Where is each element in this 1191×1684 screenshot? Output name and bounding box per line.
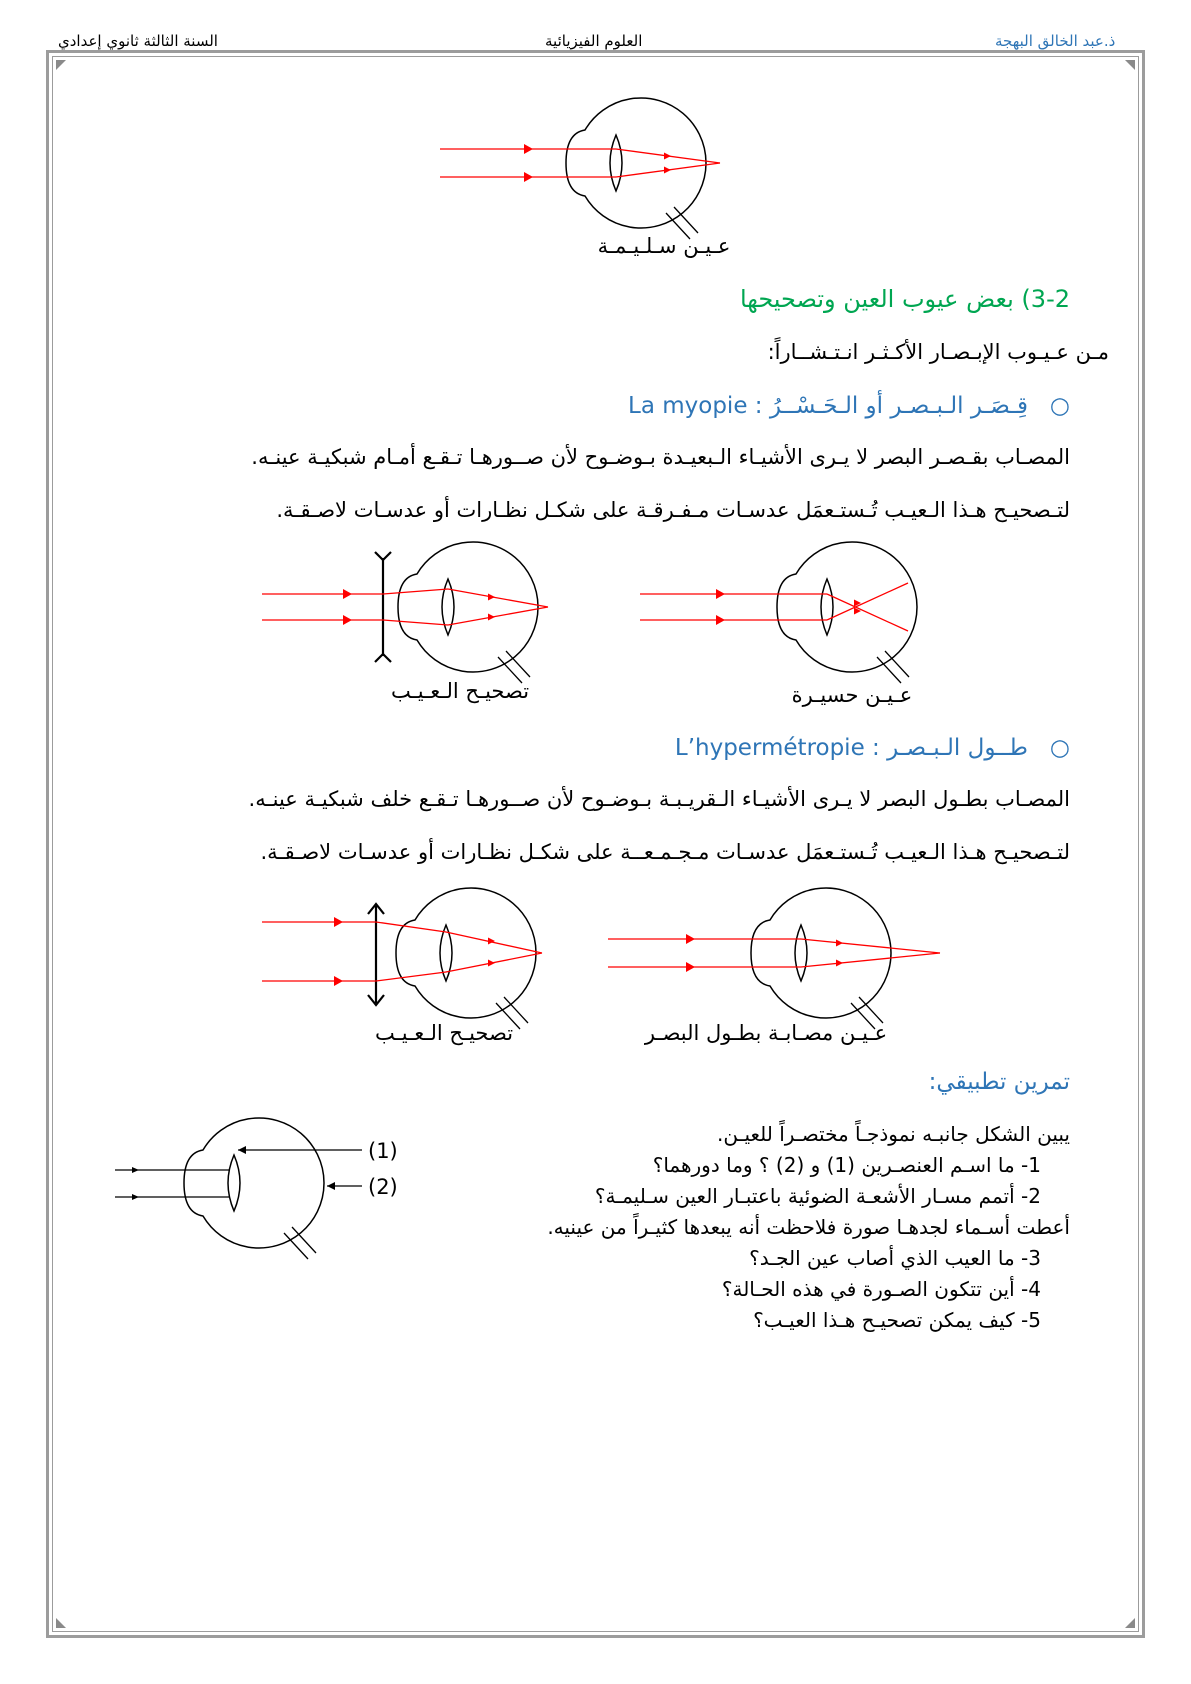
header-level: السنة الثالثة ثانوي إعدادي xyxy=(58,32,218,50)
normal-eye-figure xyxy=(440,98,730,258)
exercise-question: 1- ما اسـم العنصـرين (1) و (2) ؟ وما دورهما؟ xyxy=(652,1153,1041,1177)
hyperopia-fix: لتـصحيـح هـذا الـعيـب تُـستـعمَل عدسـات مـجـمـعــة على شكـل نظـارات أو عدسـات لاصـقـة. xyxy=(260,840,1070,864)
exercise-question: 5- كيف يمكن تصحيـح هـذا العيـب؟ xyxy=(753,1308,1041,1332)
hyperopia-correction-figure xyxy=(262,888,542,1045)
normal-eye-caption: عـيـن سـلـيـمـة xyxy=(597,234,731,258)
hyperopic-eye-figure xyxy=(608,888,940,1045)
exercise-label-2: (2) xyxy=(368,1175,398,1199)
exercise-title: تمرين تطبيقي: xyxy=(928,1069,1070,1095)
exercise-label-1: (1) xyxy=(368,1139,398,1163)
hyperopic-eye-caption: عـيـن مصـابـة بطـول البصـر xyxy=(644,1021,888,1045)
myopic-eye-caption: عـيـن حسيـرة xyxy=(791,683,913,707)
myopic-eye-figure xyxy=(640,542,917,707)
exercise-question: 3- ما العيب الذي أصاب عين الجـد؟ xyxy=(749,1246,1041,1270)
hyperopia-description: المصـاب بطـول البصر لا يـرى الأشيـاء الـقريـبـة بـوضـوح لأن صــورهـا تـقـع خلف شبكيـة عينـه. xyxy=(248,787,1070,811)
exercise-line: أعطت أسـماء لجدهـا صورة فلاحظت أنه يبعدها كثيـراً من عينيه. xyxy=(547,1215,1070,1239)
hyperopia-heading xyxy=(675,735,1070,761)
myopia-fix: لتـصحيـح هـذا الـعيـب تُـستـعمَل عدسـات مـفـرقـة على شكـل نظـارات أو عدسـات لاصـقـة. xyxy=(276,498,1070,522)
exercise-line: يبين الشكل جانبـه نموذجـاً مختصـراً للعيـن. xyxy=(717,1122,1070,1146)
header-subject: العلوم الفيزيائية xyxy=(545,32,643,50)
header-author: ذ.عبد الخالق البهجة xyxy=(995,32,1116,50)
exercise-eye-figure xyxy=(115,1118,398,1259)
exercise-question: 4- أين تتكون الصـورة في هذه الحـالة؟ xyxy=(721,1277,1041,1301)
hollow-circle-bullet-icon: ○ xyxy=(1027,735,1070,761)
myopia-description: المصـاب بقـصـر البصر لا يـرى الأشيـاء الـبعيـدة بـوضـوح لأن صــورهـا تـقـع أمـام شبكيـة عينـه. xyxy=(251,445,1070,469)
hyperopia-correction-caption: تصحيـح الـعـيـب xyxy=(374,1021,514,1045)
exercise-question: 2- أتمم مسـار الأشعـة الضوئية باعتبـار العين سـليمـة؟ xyxy=(594,1184,1041,1208)
myopia-heading xyxy=(628,393,1070,419)
myopia-correction-caption: تصحيـح الـعـيـب xyxy=(390,679,530,703)
section-intro: مـن عـيـوب الإبـصـار الأكـثـر انـتـشــاراً: xyxy=(767,340,1109,364)
section-title: 3-2) بعض عيوب العين وتصحيحها xyxy=(739,285,1070,313)
hyperopia-heading-text: طــول الـبـصـر : L’hypermétropie xyxy=(674,735,1028,761)
hollow-circle-bullet-icon: ○ xyxy=(1027,393,1070,419)
myopia-heading-text: قِـصَـر الـبـصـر أو الـحَـسْــرُ : La myopie xyxy=(628,393,1028,419)
myopia-correction-figure xyxy=(262,542,548,703)
